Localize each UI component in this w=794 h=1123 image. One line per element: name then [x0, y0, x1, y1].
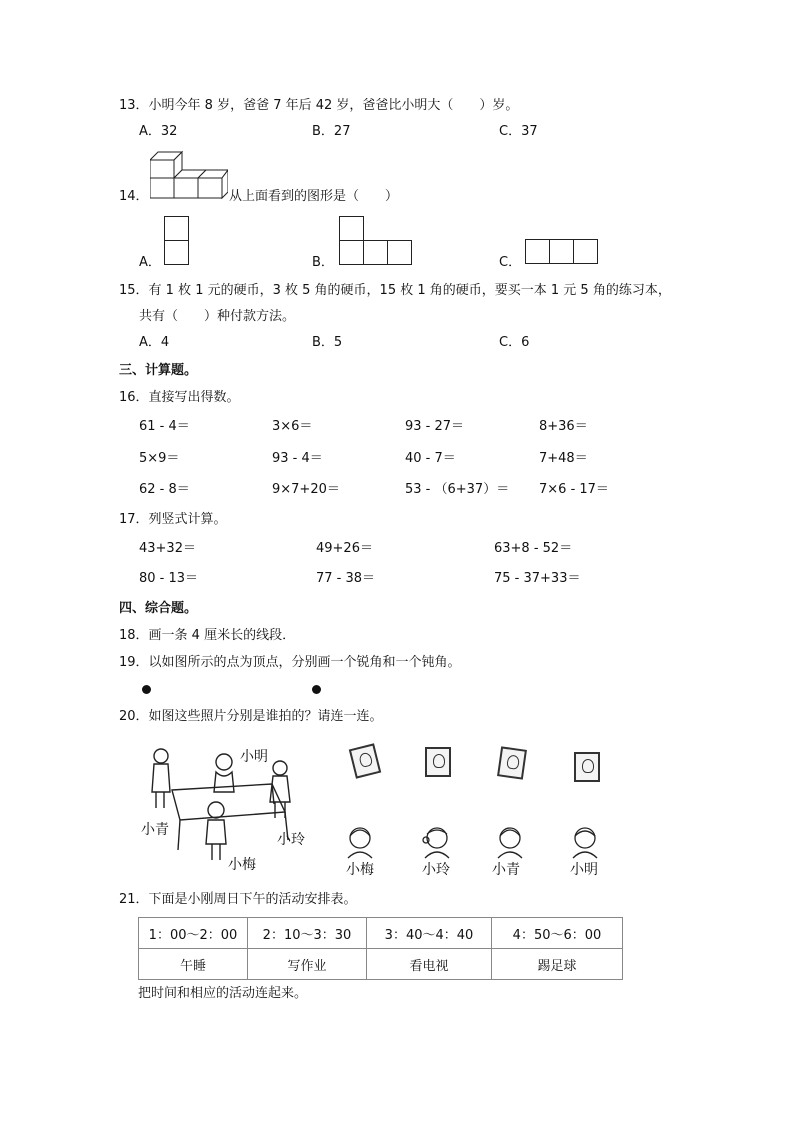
- q16-item: 40 - 7＝: [405, 451, 456, 466]
- q14-option-c: C．: [499, 255, 522, 270]
- table-scene-illustration: [140, 732, 320, 872]
- q16-item: 3×6＝: [272, 419, 313, 434]
- q15-option-c: C．6: [499, 335, 530, 350]
- q14-option-a: A．: [139, 255, 161, 270]
- activity-cell: 写作业: [248, 949, 367, 980]
- section-heading-3: 三、计算题。: [119, 363, 198, 378]
- activity-schedule-table: [138, 917, 623, 980]
- table-row: [139, 949, 623, 980]
- q17-item: 75 - 37+33＝: [494, 571, 581, 586]
- q19-stem: 19．以如图所示的点为顶点，分别画一个锐角和一个钝角。: [119, 655, 461, 670]
- kid-label-xiaomei: 小梅: [346, 862, 374, 878]
- photo-frame-1: [349, 743, 381, 778]
- photo-frame-3: [497, 746, 527, 779]
- scene-label-xiaoming: 小明: [240, 749, 268, 765]
- q16-item: 93 - 27＝: [405, 419, 465, 434]
- q14-c-square-1: [525, 239, 550, 264]
- q17-item: 77 - 38＝: [316, 571, 376, 586]
- q15-option-a: A．4: [139, 335, 170, 350]
- activity-cell: 踢足球: [492, 949, 623, 980]
- vertex-dot-1: [142, 685, 151, 694]
- q21-stem: 21．下面是小刚周日下午的活动安排表。: [119, 892, 357, 907]
- q17-item: 43+32＝: [139, 541, 196, 556]
- q16-item: 7+48＝: [539, 451, 588, 466]
- q14-b-square-2: [363, 240, 388, 265]
- q14-cube-figure: [150, 148, 228, 200]
- q17-item: 49+26＝: [316, 541, 373, 556]
- q17-stem: 17．列竖式计算。: [119, 512, 227, 527]
- q16-stem: 16．直接写出得数。: [119, 390, 240, 405]
- q15-stem: 15．有 1 枚 1 元的硬币，3 枚 5 角的硬币，15 枚 1 角的硬币，要买一本 1 元 5 角的练习本，: [119, 283, 671, 298]
- q16-item: 8+36＝: [539, 419, 588, 434]
- q17-item: 63+8 - 52＝: [494, 541, 573, 556]
- time-cell: 4：50～6：00: [492, 918, 623, 949]
- q21-footer: 把时间和相应的活动连起来。: [138, 986, 308, 1001]
- kid-label-xiaoling: 小玲: [422, 862, 450, 878]
- q20-stem: 20．如图这些照片分别是谁拍的？请连一连。: [119, 709, 383, 724]
- kid-label-xiaoming: 小明: [570, 862, 598, 878]
- scene-label-xiaoqing: 小青: [141, 822, 169, 838]
- q14-c-square-2: [549, 239, 574, 264]
- q15-stem-line2: 共有（ ）种付款方法。: [139, 309, 296, 324]
- activity-cell: 看电视: [367, 949, 492, 980]
- q14-stem: 从上面看到的图形是（ ）: [229, 189, 399, 204]
- q14-b-square-top: [339, 216, 364, 241]
- vertex-dot-2: [312, 685, 321, 694]
- photo-frame-4: [574, 752, 600, 782]
- photo-frame-2: [425, 747, 451, 777]
- q16-item: 5×9＝: [139, 451, 180, 466]
- q16-item: 62 - 8＝: [139, 482, 190, 497]
- kid-portraits: [340, 824, 610, 860]
- q13-stem: 13．小明今年 8 岁，爸爸 7 年后 42 岁，爸爸比小明大（ ）岁。: [119, 98, 519, 113]
- time-cell: 1：00～2：00: [139, 918, 248, 949]
- q16-item: 7×6 - 17＝: [539, 482, 609, 497]
- q16-item: 9×7+20＝: [272, 482, 340, 497]
- q13-option-c: C．37: [499, 124, 538, 139]
- q16-item: 53 - （6+37）＝: [405, 482, 510, 497]
- time-cell: 2：10～3：30: [248, 918, 367, 949]
- activity-cell: 午睡: [139, 949, 248, 980]
- scene-label-xiaomei: 小梅: [228, 857, 256, 873]
- q14-option-b: B．: [312, 255, 334, 270]
- section-heading-4: 四、综合题。: [119, 601, 198, 616]
- q14-b-square-3: [387, 240, 412, 265]
- q15-option-b: B．5: [312, 335, 343, 350]
- q13-option-b: B．27: [312, 124, 351, 139]
- q13-option-a: A．32: [139, 124, 178, 139]
- kid-label-xiaoqing: 小青: [492, 862, 520, 878]
- q17-item: 80 - 13＝: [139, 571, 199, 586]
- q14-number: 14．: [119, 189, 149, 204]
- time-cell: 3：40～4：40: [367, 918, 492, 949]
- q18-stem: 18．画一条 4 厘米长的线段．: [119, 628, 296, 643]
- table-row: [139, 918, 623, 949]
- q14-c-square-3: [573, 239, 598, 264]
- scene-label-xiaoling: 小玲: [277, 832, 305, 848]
- q14-a-square-top: [164, 216, 189, 241]
- q16-item: 61 - 4＝: [139, 419, 190, 434]
- q16-item: 93 - 4＝: [272, 451, 323, 466]
- q14-a-square-bottom: [164, 240, 189, 265]
- q14-b-square-1: [339, 240, 364, 265]
